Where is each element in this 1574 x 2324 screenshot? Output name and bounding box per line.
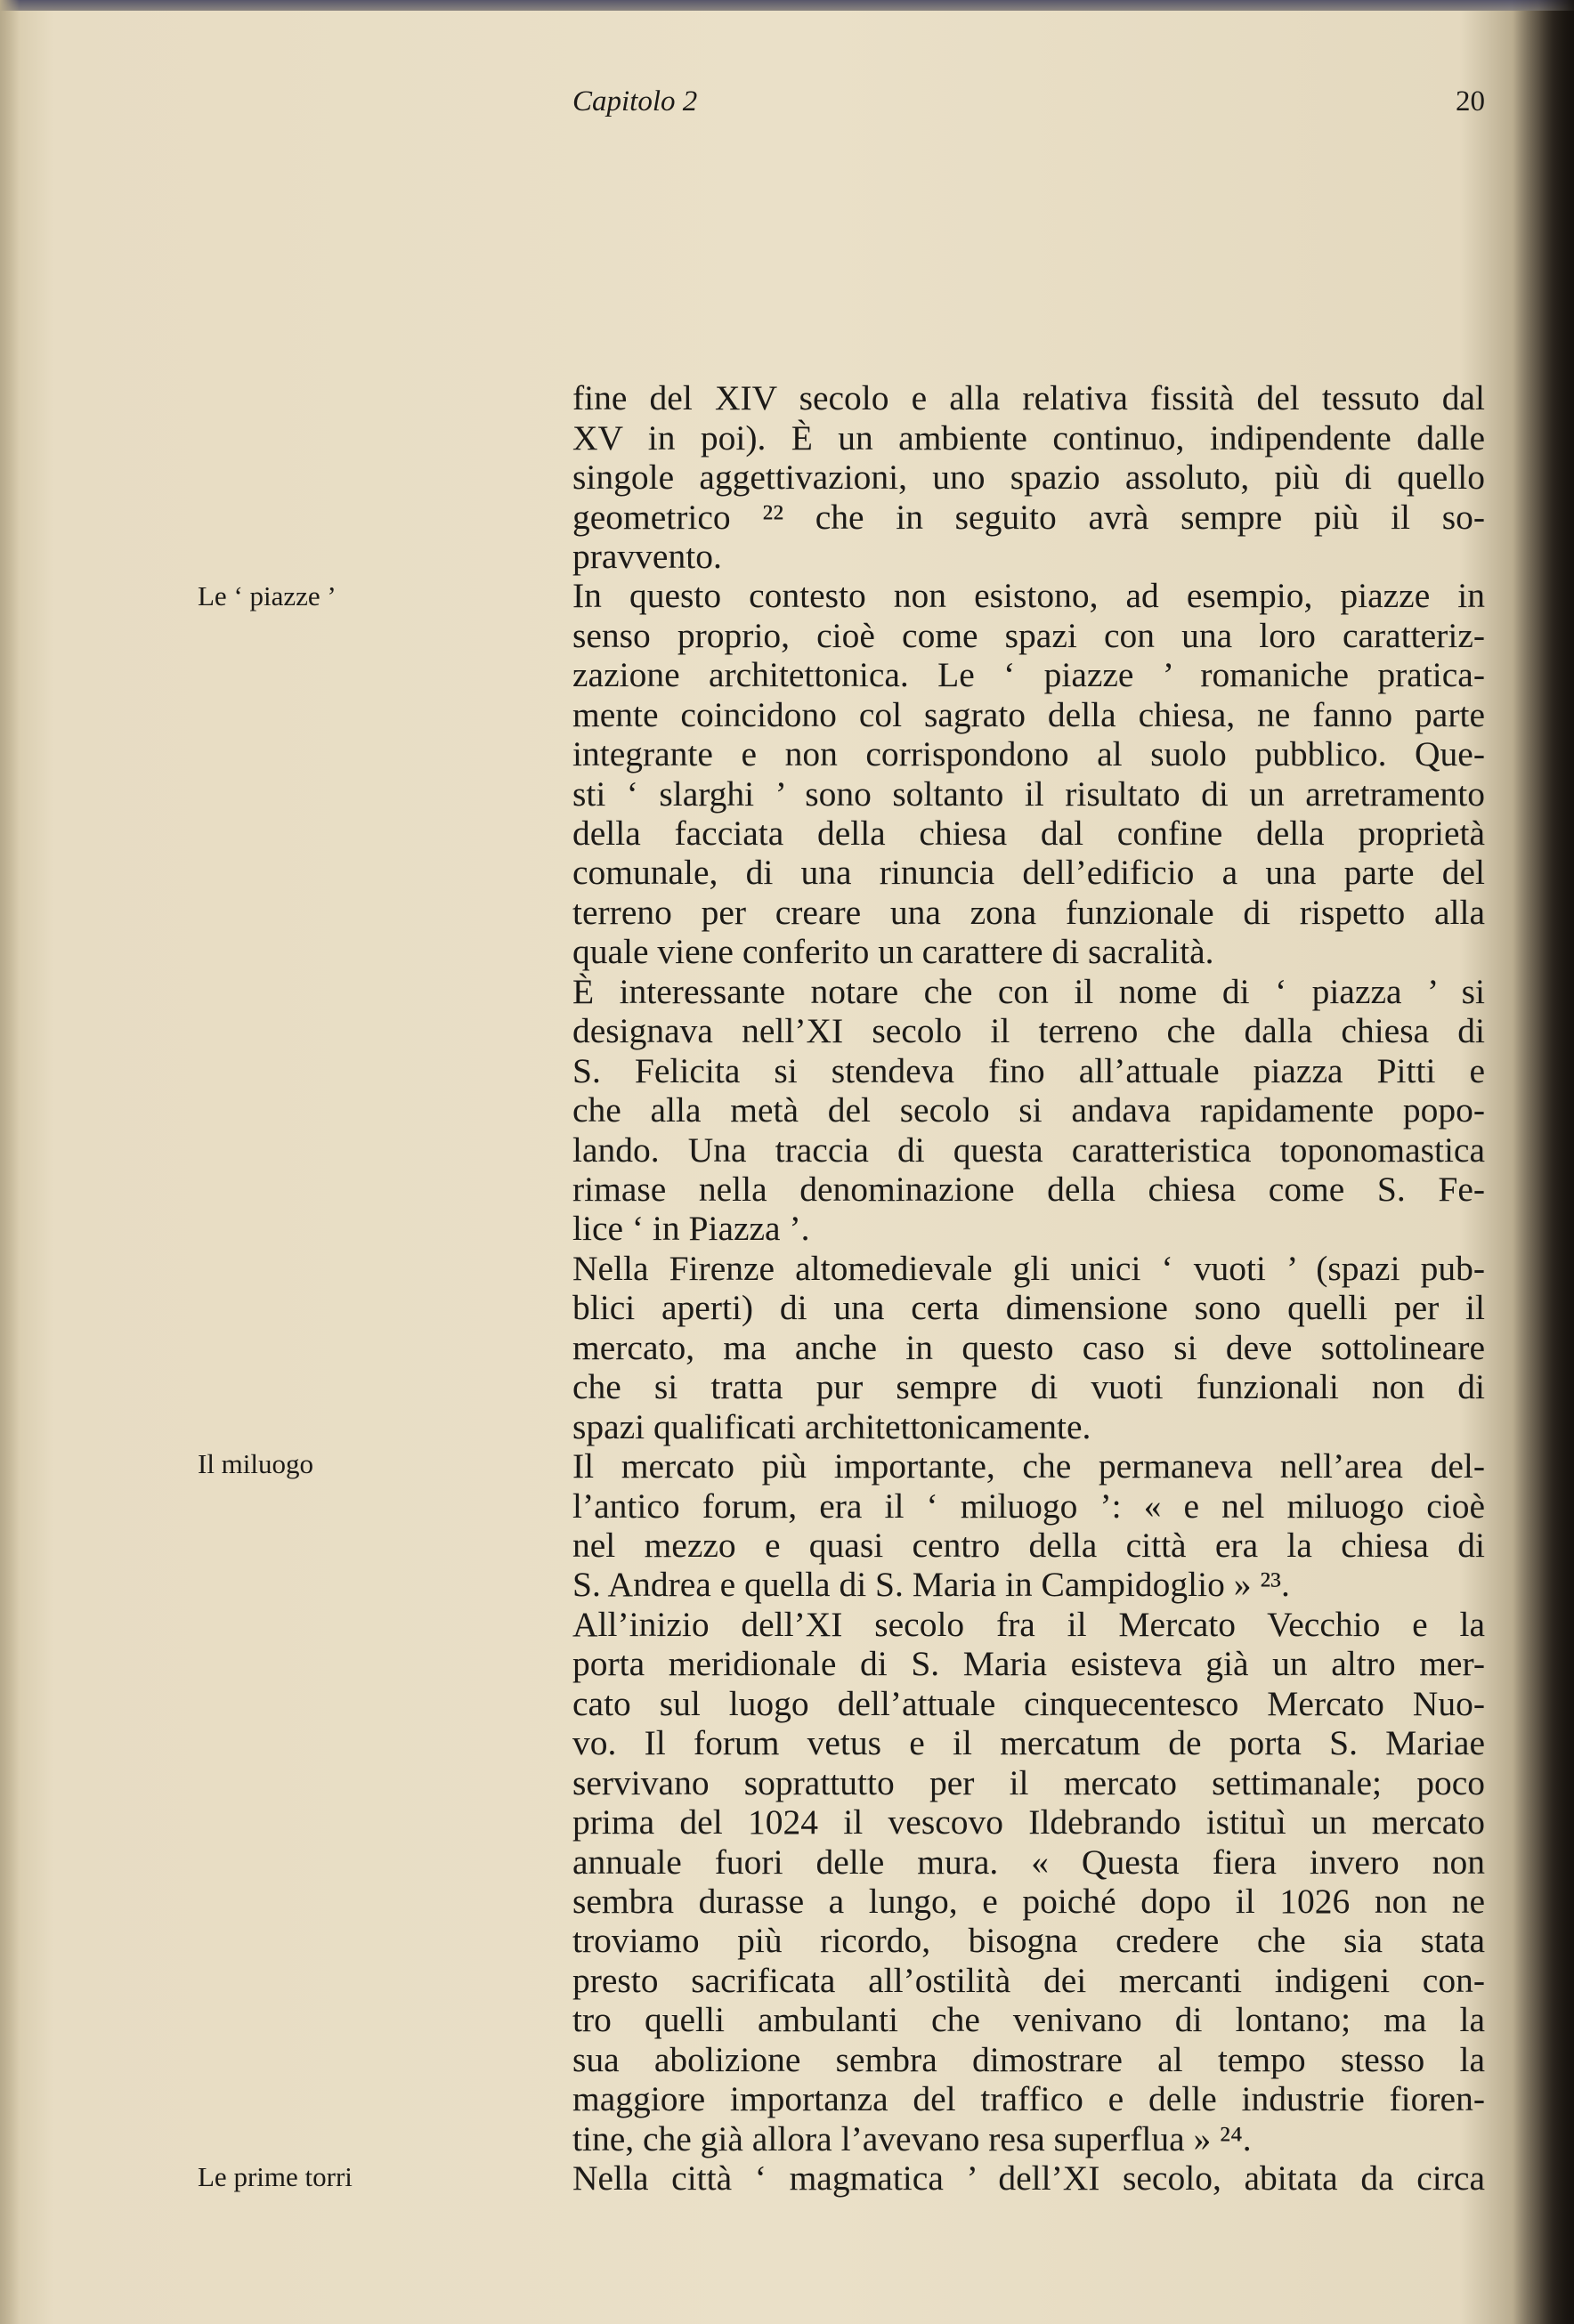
top-edge	[0, 0, 1574, 11]
body-line: vo. Il forum vetus e il mercatum de porta S. Mariae	[572, 1723, 1485, 1762]
body-line: troviamo più ricordo, bisogna credere che sia stata	[572, 1921, 1485, 1960]
body-line: porta meridionale di S. Maria esisteva già un altro mer-	[572, 1644, 1485, 1683]
page-fold-shadow	[1512, 0, 1574, 2324]
body-line: comunale, di una rinuncia dell’edificio a una parte del	[572, 853, 1485, 892]
body-line: terreno per creare una zona funzionale di rispetto alla	[572, 893, 1485, 932]
body-line: della facciata della chiesa dal confine della proprietà	[572, 814, 1485, 853]
body-line: l’antico forum, era il ‘ miluogo ’: « e nel miluogo cioè	[572, 1486, 1485, 1526]
body-line: tro quelli ambulanti che venivano di lontano; ma la	[572, 2000, 1485, 2039]
margin-note-piazze: Le ‘ piazze ’	[198, 580, 337, 611]
body-line: sembra durasse a lungo, e poiché dopo il 1026 non ne	[572, 1882, 1485, 1921]
body-line: sti ‘ slarghi ’ sono soltanto il risultato di un arretramento	[572, 774, 1485, 814]
running-head: Capitolo 2	[572, 85, 698, 117]
page-number: 20	[1456, 85, 1485, 117]
body-line: annuale fuori delle mura. « Questa fiera invero non	[572, 1842, 1485, 1882]
body-line: designava nell’XI secolo il terreno che dalla chiesa di	[572, 1011, 1485, 1050]
body-line: È interessante notare che con il nome di ‘ piazza ’ si	[572, 972, 1485, 1011]
left-edge-shadow	[0, 0, 20, 2324]
body-line: Nella Firenze altomedievale gli unici ‘ vuoti ’ (spazi pub-	[572, 1249, 1485, 1288]
body-line: sua abolizione sembra dimostrare al tempo stesso la	[572, 2040, 1485, 2079]
body-line: nel mezzo e quasi centro della città era la chiesa di	[572, 1526, 1485, 1565]
body-line: In questo contesto non esistono, ad esempio, piazze in	[572, 576, 1485, 615]
body-line: S. Andrea e quella di S. Maria in Campidoglio » ²³.	[572, 1565, 1290, 1604]
body-line: senso proprio, cioè come spazi con una loro caratteriz-	[572, 616, 1485, 655]
body-line: rimase nella denominazione della chiesa come S. Fe-	[572, 1170, 1485, 1209]
body-line: lando. Una traccia di questa caratteristica toponomastica	[572, 1130, 1485, 1170]
body-line: maggiore importanza del traffico e delle industrie fioren-	[572, 2079, 1485, 2118]
body-line: All’inizio dell’XI secolo fra il Mercato Vecchio e la	[572, 1605, 1485, 1644]
body-line: quale viene conferito un carattere di sacralità.	[572, 932, 1214, 971]
body-line: zazione architettonica. Le ‘ piazze ’ romaniche pratica-	[572, 655, 1485, 694]
body-line: singole aggettivazioni, uno spazio assoluto, più di quello	[572, 458, 1485, 497]
body-line: cato sul luogo dell’attuale cinquecentesco Mercato Nuo-	[572, 1684, 1485, 1723]
body-line: mercato, ma anche in questo caso si deve sottolineare	[572, 1328, 1485, 1367]
body-line: presto sacrificata all’ostilità dei mercanti indigeni con-	[572, 1961, 1485, 2000]
body-line: blici aperti) di una certa dimensione sono quelli per il	[572, 1288, 1485, 1327]
body-line: Nella città ‘ magmatica ’ dell’XI secolo, abitata da circa	[572, 2158, 1485, 2198]
body-line: integrante e non corrispondono al suolo pubblico. Que-	[572, 734, 1485, 773]
body-line: servivano soprattutto per il mercato settimanale; poco	[572, 1763, 1485, 1802]
body-line: XV in poi). È un ambiente continuo, indipendente dalle	[572, 418, 1485, 458]
body-line: prima del 1024 il vescovo Ildebrando istituì un mercato	[572, 1802, 1485, 1842]
body-line: che si tratta pur sempre di vuoti funzionali non di	[572, 1367, 1485, 1406]
margin-note-miluogo: Il miluogo	[198, 1448, 314, 1479]
body-line: geometrico ²² che in seguito avrà sempre più il so-	[572, 498, 1485, 537]
body-line: pravvento.	[572, 537, 722, 576]
body-line: S. Felicita si stendeva fino all’attuale piazza Pitti e	[572, 1051, 1485, 1090]
body-line: lice ‘ in Piazza ’.	[572, 1209, 810, 1248]
body-line: Il mercato più importante, che permaneva nell’area del-	[572, 1446, 1485, 1486]
body-line: tine, che già allora l’avevano resa superflua » ²⁴.	[572, 2119, 1252, 2158]
body-line: spazi qualificati architettonicamente.	[572, 1407, 1091, 1446]
margin-note-prime-torri: Le prime torri	[198, 2161, 353, 2192]
body-line: mente coincidono col sagrato della chiesa, ne fanno parte	[572, 695, 1485, 734]
body-line: che alla metà del secolo si andava rapidamente popo-	[572, 1090, 1485, 1130]
page-header	[572, 85, 1485, 130]
body-line: fine del XIV secolo e alla relativa fissità del tessuto dal	[572, 378, 1485, 417]
